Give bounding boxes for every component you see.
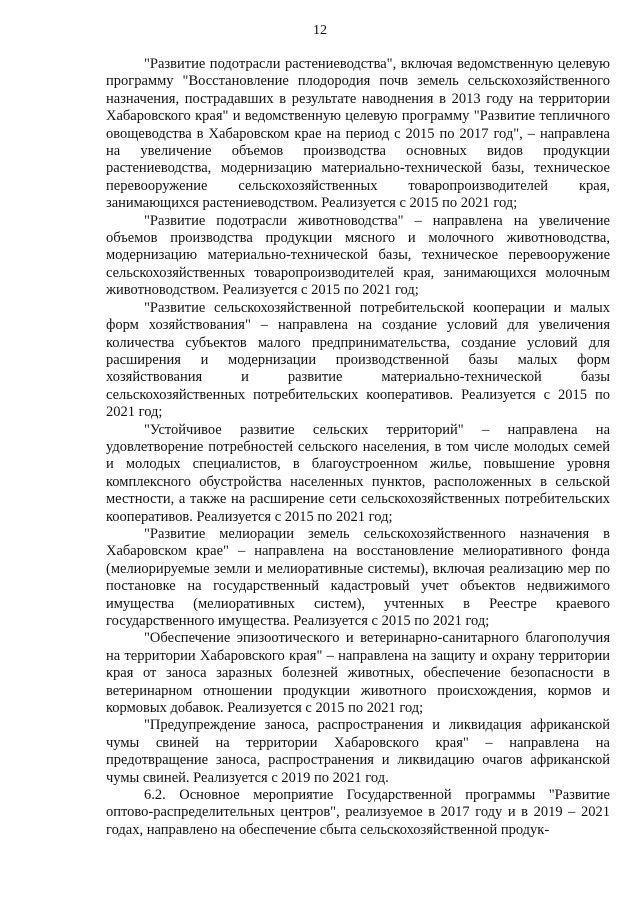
paragraph-swine-fever: "Предупреждение заноса, распространения и ликвидация африканской чумы свиней на территории Хабаровского края" – направлена на предотвращение заноса, распространения и ликвидацию очагов африканской чумы свиней. Реализуется с 2019 по 2021 год. [106,717,610,786]
paragraph-veterinary: "Обеспечение эпизоотического и ветеринарно-санитарного благополучия на территории Хабаровского края" – направлена на защиту и охрану территории края от заноса заразных болезней животных, обеспечение безопасности в ветеринарном отношении продукции животного происхождения, кормов и кормовых добавок. Реализуется с 2015 по 2021 год; [106,630,610,717]
paragraph-distribution-centers: 6.2. Основное мероприятие Государственной программы "Развитие оптово-распределительных центров", реализуемое в 2017 году и в 2019 – 2021 годах, направлено на обеспечение сбыта сельскохозяйственной продук- [106,787,610,838]
page-number: 12 [313,23,327,38]
paragraph-livestock: "Развитие подотрасли животноводства" – направлена на увеличение объемов производства продукции мясного и молочного животноводства, модернизацию материально-технической базы, техническое перевооружение сельскохозяйственных товаропроизводителей края, занимающихся молочным животноводством. Реализуется с 2015 по 2021 год; [106,212,610,299]
paragraph-land-reclamation: "Развитие мелиорации земель сельскохозяйственного назначения в Хабаровском крае" – направлена на восстановление мелиоративного фонда (мелиорируемые земли и мелиоративные системы), включая реализацию мер по постановке на государственный кадастровый учет объектов недвижимого имущества (мелиоративных систем), учтенных в Реестре краевого государственного имущества. Реализуется с 2015 по 2021 год; [106,525,610,629]
paragraph-rural-development: "Устойчивое развитие сельских территорий" – направлена на удовлетворение потребностей сельского населения, в том числе молодых семей и молодых специалистов, в благоустроенном жилье, повышение уровня комплексного обустройства населенных пунктов, расположенных в сельской местности, а также на расширение сети сельскохозяйственных потребительских кооперативов. Реализуется с 2015 по 2021 год; [106,421,610,525]
paragraph-cooperation: "Развитие сельскохозяйственной потребительской кооперации и малых форм хозяйствования" – направлена на создание условий для увеличения количества субъектов малого предпринимательства, создание условий для расширения и модернизации производственной базы малых форм хозяйствования и развитие материально-технической базы сельскохозяйственных потребительских кооперативов. Реализуется с 2015 по 2021 год; [106,299,610,421]
paragraph-crop-production: "Развитие подотрасли растениеводства", включая ведомственную целевую программу "Восстановление плодородия почв земель сельскохозяйственного назначения, пострадавших в результате наводнения в 2013 году на территории Хабаровского края" и ведомственную целевую программу "Развитие тепличного овощеводства в Хабаровском крае на период с 2015 по 2017 год", – направлена на увеличение объемов производства основных видов продукции растениеводства, модернизацию материально-технической базы, техническое перевооружение сельскохозяйственных товаропроизводителей края, занимающихся растениеводством. Реализуется с 2015 по 2021 год; [106,56,610,212]
document-body [106,56,610,839]
